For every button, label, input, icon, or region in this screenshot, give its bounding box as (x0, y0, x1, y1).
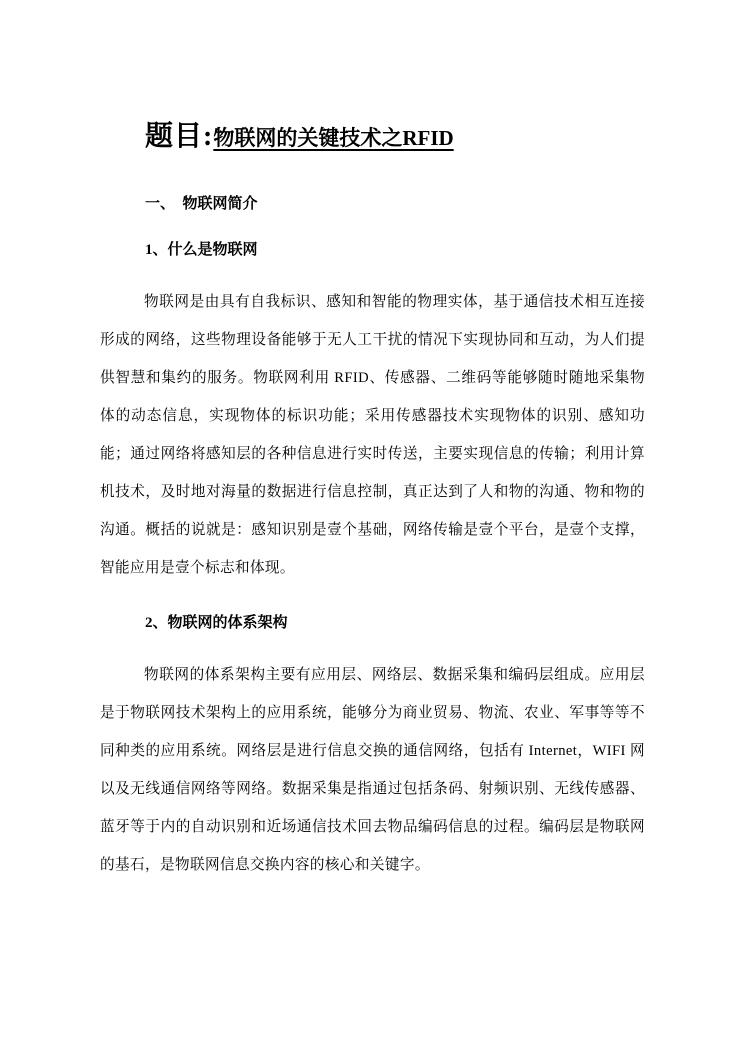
body-paragraph-2: 物联网的体系架构主要有应用层、网络层、数据采集和编码层组成。应用层是于物联网技术架构上的应用系统，能够分为商业贸易、物流、农业、军事等等不同种类的应用系统。网络层是进行信息交换的通信网络，包括有 Internet，WIFI 网以及无线通信网络等网络。数据采集是指通过包括条码、射频识别、无线传感器、蓝牙等于内的自动识别和近场通信技术回去物品编码信息的过程。编码层是物联网的基石，是物联网信息交换内容的核心和关键字。 (100, 667, 645, 873)
section-heading-iot-intro: 一、 物联网简介 (145, 196, 258, 212)
body-paragraph-1: 物联网是由具有自我标识、感知和智能的物理实体，基于通信技术相互连接形成的网络，这些物理设备能够于无人工干扰的情况下实现协同和互动，为人们提供智慧和集约的服务。物联网利用 RFID、传感器、二维码等能够随时随地采集物体的动态信息，实现物体的标识功能；采用传感器技术实现物体的识别、感知功能；通过网络将感知层的各种信息进行实时传送，主要实现信息的传输；利用计算机技术，及时地对海量的数据进行信息控制，真正达到了人和物的沟通、物和物的沟通。概括的说就是：感知识别是壹个基础，网络传输是壹个平台，是壹个支撑，智能应用是壹个标志和体现。 (100, 294, 645, 576)
subsection-heading-iot-architecture: 2、物联网的体系架构 (145, 615, 288, 631)
title-main: 物联网的关键技术之RFID (213, 126, 454, 150)
document-title (145, 116, 645, 156)
subsection-heading-what-is-iot: 1、什么是物联网 (145, 242, 258, 258)
title-prefix: 题目: (145, 121, 214, 152)
